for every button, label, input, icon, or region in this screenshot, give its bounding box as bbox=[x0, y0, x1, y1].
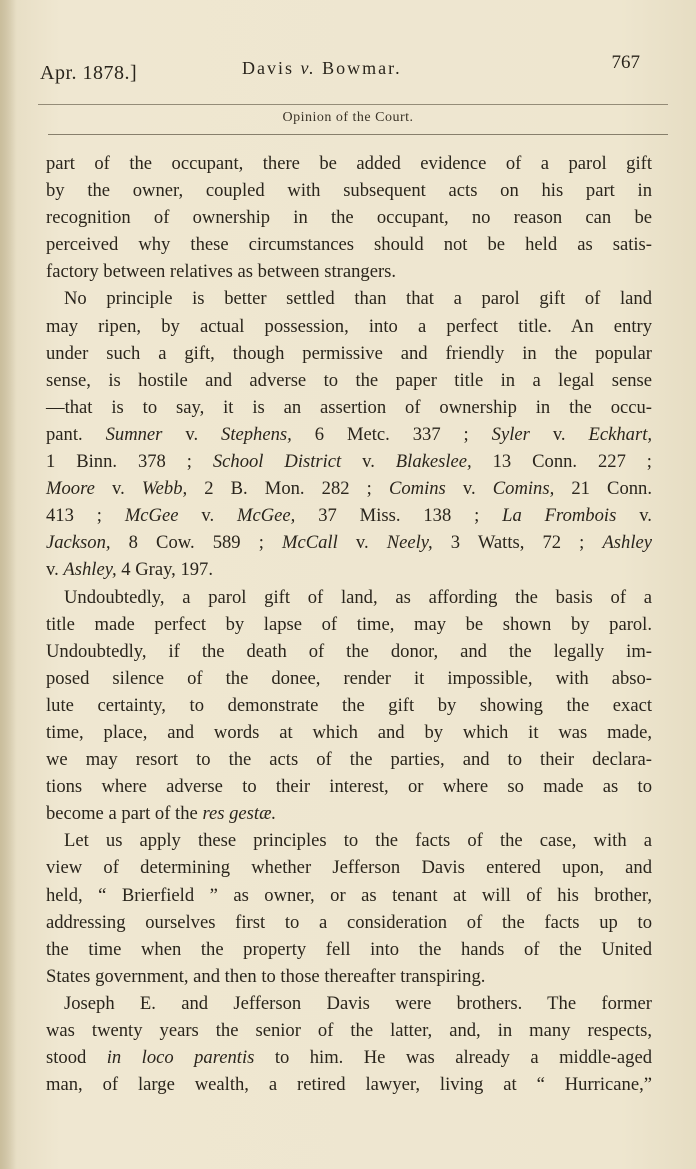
text-run: 13 Conn. 227 ; bbox=[492, 451, 652, 473]
text-line: States government, and then to those thereafter transpiring. bbox=[46, 965, 486, 987]
text-run: to him. He was already a middle-aged bbox=[274, 1047, 653, 1069]
text-line: Undoubtedly, if the death of the donor, and the legally im- bbox=[46, 640, 652, 662]
page-spine-shadow bbox=[0, 0, 16, 1169]
text-run: 1 Binn. 378 ; bbox=[46, 451, 192, 473]
text-line: Undoubtedly, a parol gift of land, as affording the basis of a bbox=[64, 586, 652, 608]
text-line: factory between relatives as between strangers. bbox=[46, 261, 397, 283]
latin-phrase: res gestæ. bbox=[202, 803, 277, 825]
text-run: stood bbox=[46, 1047, 87, 1069]
citation-line bbox=[46, 475, 652, 502]
text-line: man, of large wealth, a retired lawyer, living at “ Hurricane,” bbox=[46, 1074, 652, 1096]
text-line: —that is to say, it is an assertion of ownership in the occu- bbox=[46, 396, 652, 418]
text-run: v. bbox=[552, 423, 566, 445]
text-run: become a part of the bbox=[46, 803, 198, 825]
text-line: Let us apply these principles to the facts of the case, with a bbox=[64, 830, 652, 852]
text-line: title made perfect by lapse of time, may be shown by parol. bbox=[46, 613, 652, 635]
latin-phrase: in loco parentis bbox=[106, 1047, 255, 1069]
text-line: perceived why these circumstances should not be held as satis- bbox=[46, 234, 652, 256]
text-line: we may resort to the acts of the parties, and to their declara- bbox=[46, 749, 652, 771]
text-line: No principle is better settled than that a parol gift of land bbox=[64, 288, 652, 310]
title-right: Bowmar. bbox=[322, 58, 402, 78]
text-line: the time when the property fell into the hands of the United bbox=[46, 938, 652, 960]
text-line: part of the occupant, there be added evidence of a parol gift bbox=[46, 153, 652, 174]
text-line: view of determining whether Jefferson Davis entered upon, and bbox=[46, 857, 652, 879]
citation-line bbox=[46, 421, 652, 448]
case-name: Jackson, bbox=[46, 532, 111, 554]
text-run: v. bbox=[355, 532, 369, 554]
text-line: by the owner, coupled with subsequent acts on his part in bbox=[46, 180, 652, 202]
text-line: held, “ Brierfield ” as owner, or as tenant at will of his brother, bbox=[46, 884, 652, 906]
text-line: posed silence of the donee, render it impossible, with abso- bbox=[46, 667, 652, 689]
text-run: pant. bbox=[46, 423, 83, 445]
text-run: v. bbox=[46, 559, 59, 581]
text-run: 2 B. Mon. 282 ; bbox=[204, 478, 372, 500]
citation-line bbox=[46, 529, 652, 556]
case-name: Ashley, bbox=[63, 559, 117, 581]
text-run: v. bbox=[201, 505, 215, 527]
case-name: La Frombois bbox=[502, 505, 617, 527]
citation-line bbox=[46, 448, 652, 475]
text-run: v. bbox=[462, 478, 476, 500]
case-name: McGee, bbox=[237, 505, 296, 527]
title-left: Davis bbox=[242, 58, 294, 78]
text-line: sense, is hostile and adverse to the paper title in a legal sense bbox=[46, 369, 652, 391]
title-v: v. bbox=[300, 58, 316, 78]
text-run: 6 Metc. 337 ; bbox=[314, 423, 469, 445]
case-name: McGee bbox=[124, 505, 179, 527]
text-run: v. bbox=[112, 478, 125, 500]
text-run: 21 Conn. bbox=[571, 478, 652, 500]
case-name: Sumner bbox=[105, 423, 163, 445]
text-line: tions where adverse to their interest, or where so made as to bbox=[46, 776, 652, 798]
text-line: may ripen, by actual possession, into a perfect title. An entry bbox=[46, 315, 652, 337]
case-name: Syler bbox=[491, 423, 530, 445]
body-text bbox=[46, 150, 652, 1098]
running-header bbox=[40, 52, 652, 92]
text-line bbox=[46, 1044, 652, 1071]
running-date: Apr. 1878.] bbox=[40, 62, 138, 84]
citation-line bbox=[46, 502, 652, 529]
case-name: McCall bbox=[281, 532, 338, 554]
case-name: Stephens, bbox=[221, 423, 292, 445]
section-heading: Opinion of the Court. bbox=[282, 110, 414, 125]
text-run: v. bbox=[362, 451, 375, 473]
case-name: Comins bbox=[388, 478, 446, 500]
case-name: Blakeslee, bbox=[395, 451, 472, 473]
text-line: time, place, and words at which and by which it was made, bbox=[46, 721, 652, 743]
text-line: lute certainty, to demonstrate the gift by showing the exact bbox=[46, 694, 652, 716]
case-name: Ashley bbox=[602, 532, 653, 554]
case-name: Comins, bbox=[492, 478, 555, 500]
header-rule-bottom bbox=[48, 134, 668, 135]
text-run: 8 Cow. 589 ; bbox=[128, 532, 264, 554]
text-run: 413 ; bbox=[46, 505, 102, 527]
citation-line bbox=[46, 556, 652, 583]
case-name: Neely, bbox=[386, 532, 433, 554]
text-line: Joseph E. and Jefferson Davis were brothers. The former bbox=[64, 992, 652, 1014]
running-title bbox=[242, 58, 402, 79]
text-line: was twenty years the senior of the latter, and, in many respects, bbox=[46, 1020, 652, 1041]
text-line: addressing ourselves first to a consideration of the facts up to bbox=[46, 911, 652, 933]
text-run: 37 Miss. 138 ; bbox=[318, 505, 480, 527]
text-line bbox=[46, 800, 652, 827]
case-name: Eckhart, bbox=[588, 423, 653, 445]
text-line: recognition of ownership in the occupant, no reason can be bbox=[46, 207, 652, 229]
case-name: Moore bbox=[46, 478, 95, 500]
text-run: v. bbox=[185, 423, 199, 445]
text-run: 3 Watts, 72 ; bbox=[450, 532, 585, 554]
header-rule-top bbox=[38, 104, 668, 105]
case-name: School District bbox=[212, 451, 342, 473]
text-run: 4 Gray, 197. bbox=[121, 559, 213, 581]
page-number: 767 bbox=[611, 52, 640, 73]
text-run: v. bbox=[639, 505, 652, 527]
case-name: Webb, bbox=[141, 478, 188, 500]
text-line: under such a gift, though permissive and friendly in the popular bbox=[46, 342, 652, 364]
